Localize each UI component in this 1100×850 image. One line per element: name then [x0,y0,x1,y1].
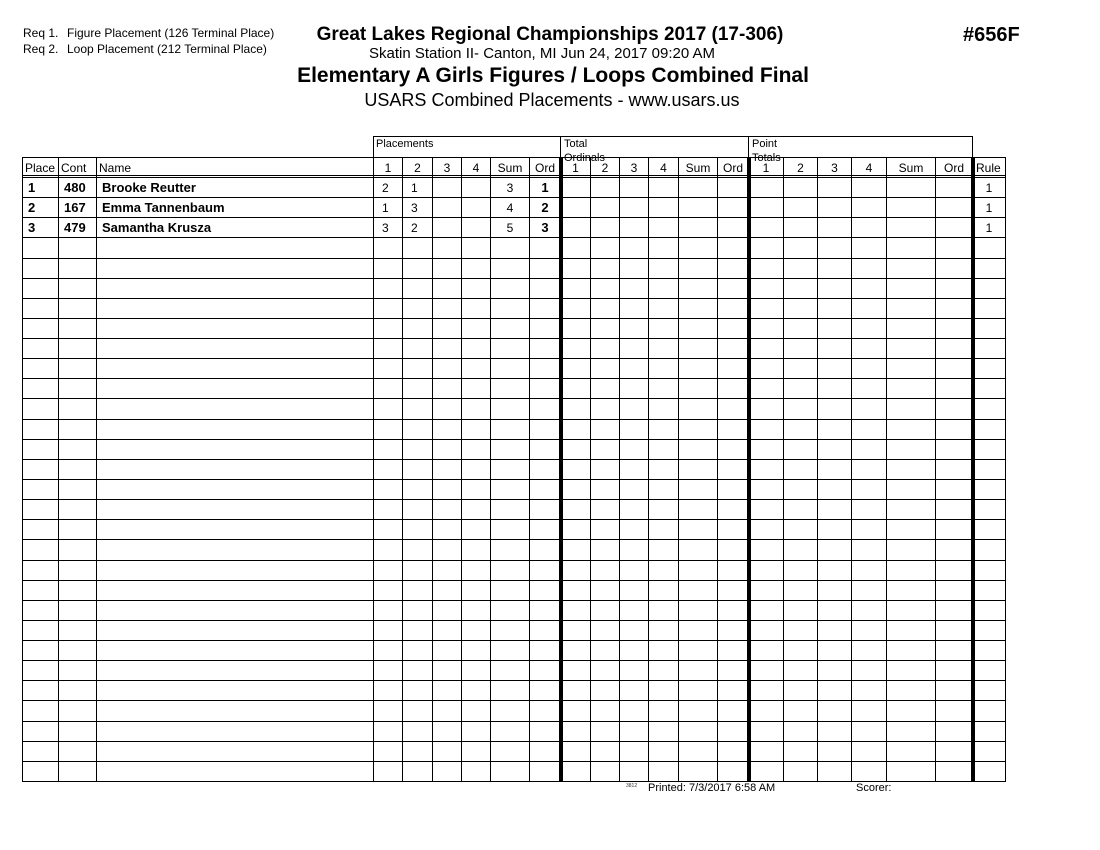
column-line [373,157,374,782]
print-mark: 3812 [626,783,638,789]
column-line [402,157,403,782]
venue-date: Skatin Station II- Canton, MI Jun 24, 2017 09:20 AM [368,45,716,62]
column-line [490,157,491,782]
row-line [22,459,1005,460]
column-line [590,157,591,782]
column-header: 3 [831,161,838,175]
row-line [22,499,1005,500]
cell-p3 [433,198,461,218]
column-line [886,157,887,782]
group-divider [373,136,374,157]
column-header: 1 [572,161,579,175]
cell-name: Emma Tannenbaum [102,200,225,215]
column-line [817,157,818,782]
requirement-text: Loop Placement (212 Terminal Place) [67,42,267,56]
column-line [461,157,462,782]
row-line [22,620,1005,621]
column-header: Place [25,161,56,175]
cell-place: 2 [28,200,36,215]
row-line [22,278,1005,279]
thick-divider [971,157,975,782]
requirement-label: Req 2. [23,42,59,56]
cell-cont: 167 [64,200,86,215]
requirement-label: Req 1. [23,26,59,40]
row-line [22,700,1005,701]
group-header-0: Placements [376,138,434,150]
row-line [22,358,1005,359]
column-line [935,157,936,782]
column-header: Name [99,161,132,175]
column-line [783,157,784,782]
row-line [22,539,1005,540]
column-header: 3 [630,161,638,175]
column-header: Sum [685,161,711,175]
cell-p1: 1 [382,201,389,215]
column-header: Ord [534,161,555,175]
column-line [648,157,649,782]
row-line [22,378,1005,379]
cell-p2: 2 [411,221,418,235]
cell-psum: 3 [506,181,514,195]
column-line [58,157,59,782]
column-header: 1 [384,161,392,175]
column-line [717,157,718,782]
row-line [22,519,1005,520]
row-line [22,721,1005,722]
group-header-2: Point Totals [752,138,781,164]
row-line [22,761,1005,762]
group-divider [972,136,973,157]
column-header: Sum [898,161,924,175]
page-title: Elementary A Girls Figures / Loops Combined Final [297,64,809,87]
row-line [22,580,1005,581]
cell-cont: 479 [64,220,86,235]
cell-place: 3 [28,220,36,235]
column-header: 2 [601,161,609,175]
row-line [22,439,1005,440]
cell-rule: 1 [985,221,993,235]
column-line [1005,157,1006,782]
group-divider [748,136,749,157]
row-line [22,680,1005,681]
row-line [22,479,1005,480]
row-line [22,318,1005,319]
column-line [96,157,97,782]
cell-cont: 480 [64,180,86,195]
cell-name: Samantha Krusza [102,220,212,235]
column-header: 4 [865,161,873,175]
cell-p4 [462,218,490,238]
thick-divider [559,157,563,782]
column-line [529,157,530,782]
cell-p4 [462,198,490,218]
row-line [22,660,1005,661]
column-header: 2 [797,161,804,175]
group-header-1: Total Ordinals [564,138,605,164]
column-header: Ord [943,161,964,175]
column-line [678,157,679,782]
requirement-text: Figure Placement (126 Terminal Place) [67,26,275,40]
cell-psum: 4 [506,201,514,215]
cell-rule: 1 [985,201,993,215]
cell-pord: 3 [541,220,549,235]
page-subtitle: USARS Combined Placements - www.usars.us [364,90,740,110]
row-line [22,560,1005,561]
column-header: Cont [61,161,87,175]
cell-p1: 3 [382,221,389,235]
column-line [22,157,23,782]
row-line [22,600,1005,601]
group-header-top [373,136,973,137]
column-header: 1 [762,161,770,175]
cell-psum: 5 [506,221,514,235]
row-line [22,338,1005,339]
cell-name: Brooke Reutter [102,180,196,195]
event-code: #656F [963,24,1020,46]
column-line [851,157,852,782]
row-line [22,419,1005,420]
row-line [22,741,1005,742]
row-line [22,258,1005,259]
cell-p2: 3 [411,201,418,215]
column-header: 4 [660,161,667,175]
row-line [22,640,1005,641]
thick-divider [747,157,751,782]
column-header: Rule [976,161,1001,175]
cell-p4 [462,178,490,198]
cell-p1: 2 [382,181,389,195]
column-header: Ord [722,161,743,175]
cell-p3 [433,178,461,198]
cell-p3 [433,218,461,238]
scorer-label: Scorer: [856,782,892,794]
cell-place: 1 [28,180,36,195]
cell-pord: 2 [541,200,549,215]
event-title: Great Lakes Regional Championships 2017 (17-306) [316,24,784,45]
column-header: 3 [443,161,451,175]
cell-rule: 1 [985,181,993,195]
column-header: Sum [497,161,523,175]
column-header: 4 [472,161,480,175]
row-line [22,398,1005,399]
group-divider [560,136,561,157]
column-line [432,157,433,782]
column-line [619,157,620,782]
printed-timestamp: Printed: 7/3/2017 6:58 AM [648,782,776,794]
cell-p2: 1 [411,181,418,195]
row-line [22,298,1005,299]
cell-pord: 1 [541,180,549,195]
column-header: 2 [414,161,421,175]
